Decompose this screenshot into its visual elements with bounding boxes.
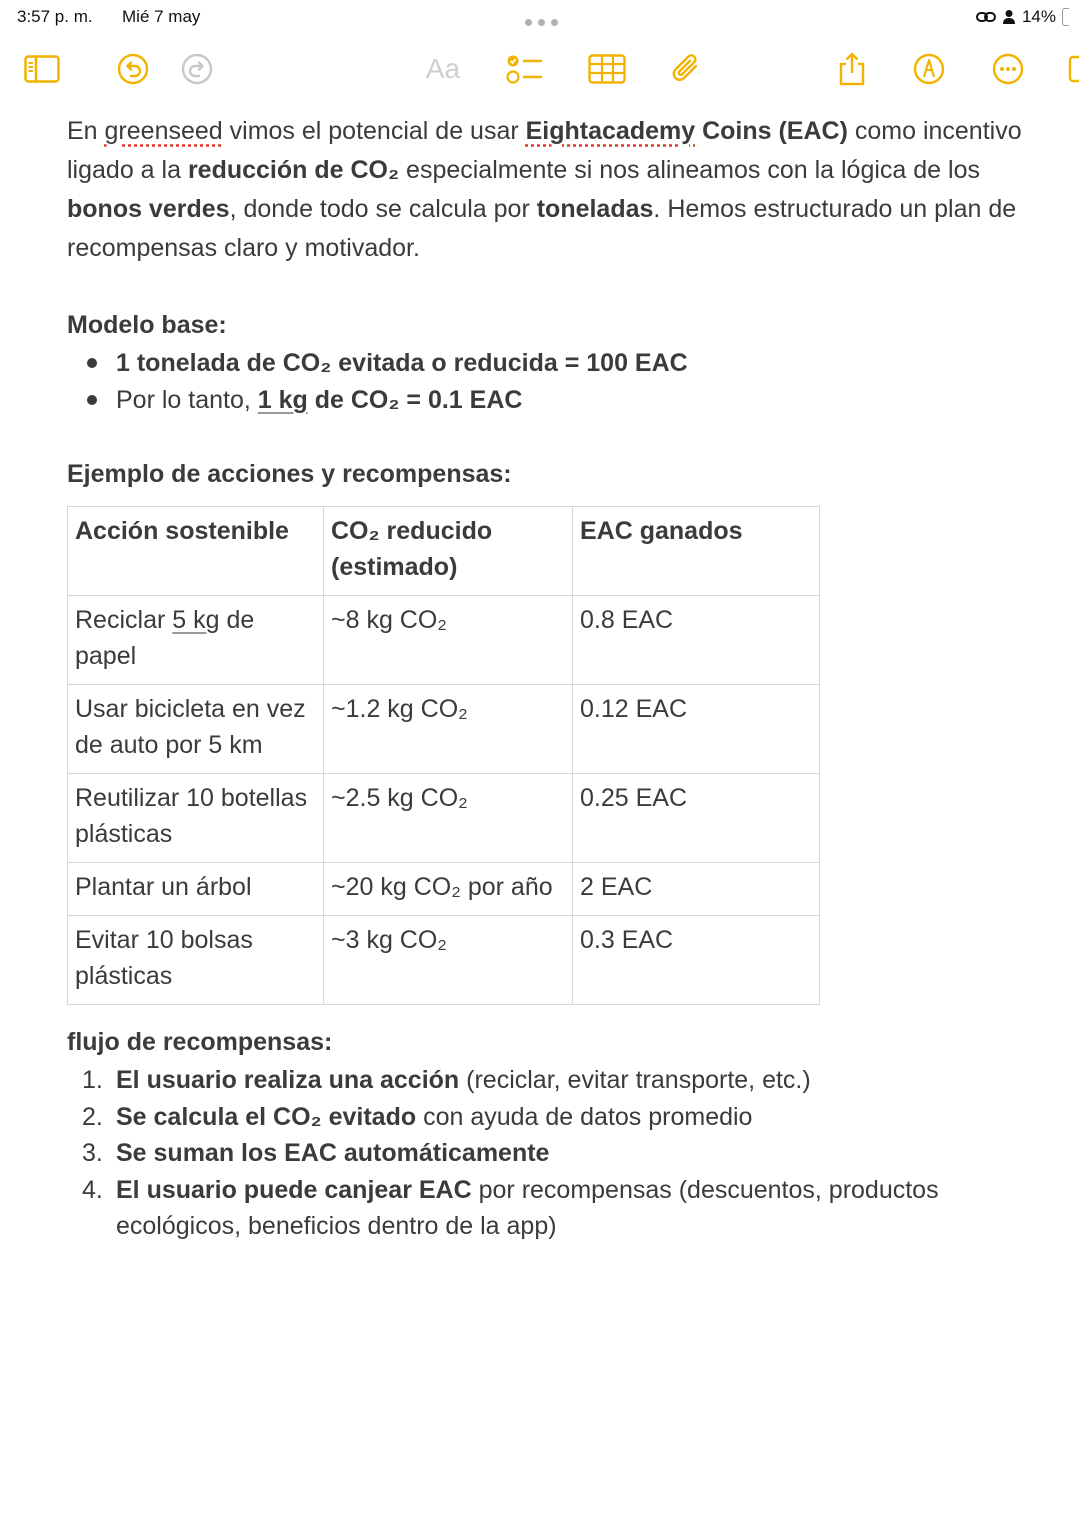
markup-button[interactable]	[912, 52, 946, 86]
note-body[interactable]	[67, 112, 1057, 1245]
list-item	[67, 1062, 1057, 1099]
unit-link[interactable]: 1 kg	[257, 386, 308, 414]
modelo-heading: Modelo base:	[67, 311, 227, 339]
table-cell-eac[interactable]: 0.3 EAC	[573, 916, 820, 1005]
status-right	[976, 7, 1069, 27]
table-row	[68, 774, 820, 863]
step-bold: Se calcula el CO₂ evitado	[116, 1102, 417, 1131]
more-button[interactable]	[991, 52, 1025, 86]
step-number: 2.	[82, 1102, 103, 1131]
table-row	[68, 916, 820, 1005]
undo-button[interactable]	[116, 52, 150, 86]
ejemplo-heading: Ejemplo de acciones y recompensas:	[67, 460, 512, 488]
intro-paragraph	[67, 112, 1057, 268]
flujo-list	[67, 1062, 1057, 1245]
modelo-item-text: de CO₂ = 0.1 EAC	[307, 386, 523, 414]
table-cell-eac[interactable]: 0.25 EAC	[573, 774, 820, 863]
status-time: 3:57 p. m.	[17, 7, 93, 26]
table-cell-eac[interactable]: 2 EAC	[573, 863, 820, 916]
sidebar-button[interactable]	[23, 52, 61, 86]
rewards-table[interactable]	[67, 506, 820, 1005]
notes-toolbar	[0, 40, 1079, 98]
list-item	[67, 345, 1057, 382]
table-cell-co2[interactable]: ~1.2 kg CO₂	[324, 685, 573, 774]
battery-percent: 14%	[1021, 7, 1056, 26]
table-button[interactable]	[588, 52, 626, 86]
undo-icon	[117, 53, 149, 85]
markup-pen-icon	[913, 53, 945, 85]
compose-icon	[1068, 54, 1079, 84]
table-cell-action[interactable]: Evitar 10 bolsas plásticas	[68, 916, 324, 1005]
checklist-button[interactable]	[506, 52, 544, 86]
table-header-cell[interactable]: CO₂ reducido (estimado)	[324, 507, 573, 596]
format-label: Aa	[425, 53, 461, 84]
misspelled-word[interactable]: greenseed	[104, 117, 223, 145]
intro-text: vimos el potencial de usar	[222, 117, 526, 145]
list-item	[67, 382, 1057, 419]
paperclip-icon	[670, 52, 704, 86]
attachment-button[interactable]	[670, 52, 704, 86]
table-cell-action[interactable]	[68, 596, 324, 685]
table-row	[68, 685, 820, 774]
table-cell-action[interactable]: Usar bicicleta en vez de auto por 5 km	[68, 685, 324, 774]
step-bold: El usuario puede canjear EAC	[116, 1175, 472, 1204]
table-header-row	[68, 507, 820, 596]
person-icon	[1002, 9, 1016, 25]
share-icon	[837, 52, 867, 86]
misspelled-word[interactable]: Eightacademy	[525, 117, 696, 145]
table-row	[68, 863, 820, 916]
table-cell-action[interactable]: Reutilizar 10 botellas plásticas	[68, 774, 324, 863]
intro-text: En	[67, 117, 105, 145]
intro-bold-text: Coins (EAC)	[695, 117, 848, 145]
step-bold: El usuario realiza una acción	[116, 1066, 460, 1094]
link-icon	[976, 10, 996, 24]
modelo-list	[67, 345, 1057, 419]
table-cell-eac[interactable]: 0.12 EAC	[573, 685, 820, 774]
cell-text: Reciclar	[75, 606, 173, 634]
unit-link[interactable]: 5 kg	[172, 606, 220, 634]
step-text: por recompensas (descuentos, productos ecológicos, beneficios dentro de la app)	[116, 1175, 939, 1240]
step-number: 4.	[82, 1175, 103, 1204]
table-cell-co2[interactable]: ~2.5 kg CO₂	[324, 774, 573, 863]
intro-text: , donde todo se calcula por	[229, 195, 537, 223]
status-bar	[0, 0, 1079, 34]
step-bold: Se suman los EAC automáticamente	[116, 1139, 550, 1167]
table-header-cell[interactable]: EAC ganados	[573, 507, 820, 596]
intro-text: . Hemos estructurado un plan de recompensas claro y motivador.	[67, 195, 1017, 262]
compose-button[interactable]	[1068, 52, 1079, 86]
intro-bold-text: toneladas	[536, 195, 654, 223]
format-button[interactable]	[420, 52, 466, 86]
step-text: con ayuda de datos promedio	[416, 1102, 753, 1131]
table-icon	[588, 54, 626, 84]
step-number: 3.	[82, 1139, 103, 1167]
sidebar-icon	[24, 55, 60, 83]
step-text: (reciclar, evitar transporte, etc.)	[459, 1066, 811, 1094]
table-cell-action[interactable]: Plantar un árbol	[68, 863, 324, 916]
checklist-icon	[506, 53, 544, 85]
step-number: 1.	[82, 1066, 103, 1094]
cell-text: de papel	[75, 606, 255, 670]
table-cell-co2[interactable]: ~8 kg CO₂	[324, 596, 573, 685]
redo-button[interactable]	[180, 52, 214, 86]
intro-text: especialmente si nos alineamos con la lógica de los	[399, 156, 980, 184]
list-item	[67, 1172, 1057, 1245]
table-cell-co2[interactable]: ~3 kg CO₂	[324, 916, 573, 1005]
list-item	[67, 1135, 1057, 1172]
share-button[interactable]	[836, 52, 868, 86]
multitasking-handle[interactable]	[522, 11, 582, 23]
table-cell-co2[interactable]: ~20 kg CO₂ por año	[324, 863, 573, 916]
intro-text: como incentivo ligado a la	[67, 117, 1022, 184]
list-item	[67, 1099, 1057, 1136]
modelo-item-1: 1 tonelada de CO₂ evitada o reducida = 100 EAC	[116, 349, 688, 377]
more-icon	[992, 53, 1024, 85]
status-date: Mié 7 may	[122, 7, 201, 26]
battery-icon	[1062, 8, 1069, 26]
table-row	[68, 596, 820, 685]
intro-bold-text: reducción de CO₂	[187, 156, 400, 184]
table-header-cell[interactable]: Acción sostenible	[68, 507, 324, 596]
redo-icon	[181, 53, 213, 85]
intro-bold-text: bonos verdes	[67, 195, 230, 223]
flujo-heading: flujo de recompensas:	[67, 1028, 333, 1056]
table-cell-eac[interactable]: 0.8 EAC	[573, 596, 820, 685]
modelo-item-text: Por lo tanto,	[116, 386, 258, 414]
